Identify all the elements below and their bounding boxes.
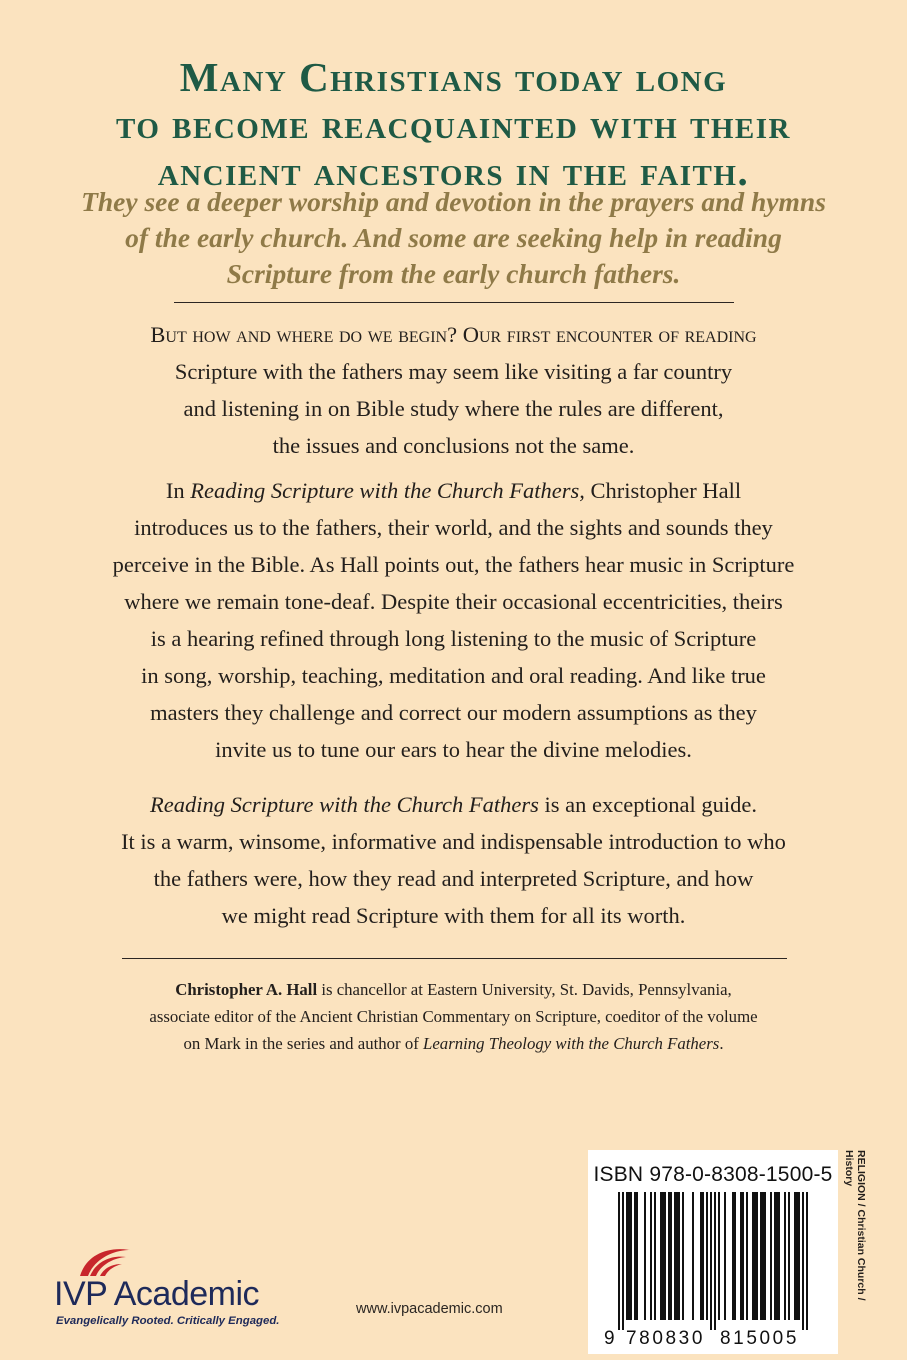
barcode-bar bbox=[674, 1192, 676, 1320]
praise-line: the fathers were, how they read and interpreted Scripture, and how bbox=[153, 866, 754, 891]
barcode-bar bbox=[628, 1192, 630, 1320]
intro-paragraph bbox=[60, 316, 847, 464]
barcode-bar bbox=[714, 1192, 716, 1330]
bio-text: on Mark in the series and author of bbox=[183, 1034, 424, 1053]
bio-line: associate editor of the Ancient Christian Commentary on Scripture, coeditor of the volume bbox=[149, 1007, 758, 1026]
barcode-digits-right: 815005 bbox=[720, 1328, 800, 1349]
publisher-website: www.ivpacademic.com bbox=[356, 1301, 503, 1317]
barcode-bar bbox=[724, 1192, 726, 1320]
barcode-bar bbox=[734, 1192, 736, 1320]
tagline bbox=[60, 184, 847, 292]
barcode-bar bbox=[710, 1192, 712, 1330]
barcode-digits-left: 780830 bbox=[626, 1328, 706, 1349]
description-suffix: Christopher Hall bbox=[584, 478, 742, 503]
description-line bbox=[60, 472, 847, 509]
barcode-bar bbox=[634, 1192, 636, 1320]
barcode-bar bbox=[678, 1192, 680, 1320]
praise-suffix: is an exceptional guide. bbox=[538, 792, 757, 817]
barcode-bar bbox=[630, 1192, 632, 1320]
bio-text: is chancellor at Eastern University, St. Davids, Pennsylvania, bbox=[317, 980, 732, 999]
barcode-bar bbox=[760, 1192, 762, 1320]
barcode-bar bbox=[778, 1192, 780, 1320]
barcode-bar bbox=[806, 1192, 808, 1330]
barcode-bar bbox=[636, 1192, 638, 1320]
publisher-name: IVP Academic bbox=[54, 1275, 260, 1313]
publisher-slogan: Evangelically Rooted. Critically Engaged. bbox=[56, 1315, 280, 1327]
description-line: perceive in the Bible. As Hall points out, the fathers hear music in Scripture bbox=[112, 552, 795, 577]
barcode-bar bbox=[802, 1192, 804, 1330]
barcode-bar bbox=[654, 1192, 656, 1320]
praise-paragraph bbox=[60, 786, 847, 934]
barcode-bar bbox=[662, 1192, 664, 1320]
tagline-line: They see a deeper worship and devotion in the prayers and hymns bbox=[81, 186, 826, 217]
barcode-bar bbox=[752, 1192, 754, 1320]
author-bio bbox=[70, 976, 837, 1057]
barcode-bar bbox=[668, 1192, 670, 1320]
description-line: is a hearing refined through long listening to the music of Scripture bbox=[150, 626, 757, 651]
barcode-bar bbox=[770, 1192, 772, 1320]
intro-line: and listening in on Bible study where the rules are different, bbox=[183, 396, 724, 421]
bio-line bbox=[70, 1030, 837, 1057]
bio-text: . bbox=[719, 1034, 724, 1053]
barcode-bar bbox=[626, 1192, 628, 1320]
description-prefix: In bbox=[165, 478, 191, 503]
barcode bbox=[588, 1150, 838, 1354]
barcode-bar bbox=[784, 1192, 786, 1320]
barcode-bar bbox=[676, 1192, 678, 1320]
barcode-bar bbox=[682, 1192, 684, 1320]
description-line: where we remain tone-deaf. Despite their occasional eccentricities, theirs bbox=[124, 589, 783, 614]
barcode-bar bbox=[622, 1192, 624, 1330]
barcode-bar bbox=[702, 1192, 704, 1320]
barcode-bar bbox=[754, 1192, 756, 1320]
barcode-bar bbox=[764, 1192, 766, 1320]
book-title: Reading Scripture with the Church Fathers, bbox=[190, 478, 585, 503]
headline-line: to become reacquainted with their bbox=[116, 101, 791, 147]
barcode-bar bbox=[644, 1192, 646, 1320]
barcode-bar bbox=[660, 1192, 662, 1320]
category-label bbox=[843, 1150, 891, 1360]
description-line: introduces us to the fathers, their world, and the sights and sounds they bbox=[134, 515, 773, 540]
barcode-bar bbox=[718, 1192, 720, 1320]
publisher-logo bbox=[54, 1242, 294, 1328]
barcode-bar bbox=[788, 1192, 790, 1320]
praise-line: It is a warm, winsome, informative and indispensable introduction to who bbox=[121, 829, 786, 854]
barcode-bar bbox=[776, 1192, 778, 1320]
bio-line bbox=[70, 976, 837, 1003]
tagline-line: of the early church. And some are seeking help in reading bbox=[125, 222, 782, 253]
praise-line bbox=[60, 786, 847, 823]
description-line: invite us to tune our ears to hear the divine melodies. bbox=[215, 737, 692, 762]
headline-line: ancient ancestors in the faith. bbox=[157, 148, 750, 194]
barcode-bar bbox=[756, 1192, 758, 1320]
barcode-bar bbox=[740, 1192, 742, 1320]
barcode-bar bbox=[742, 1192, 744, 1320]
barcode-bar bbox=[618, 1192, 620, 1330]
description-line: masters they challenge and correct our modern assumptions as they bbox=[150, 700, 757, 725]
author-name: Christopher A. Hall bbox=[175, 980, 318, 999]
headline-line: Many Christians today long bbox=[179, 54, 728, 100]
barcode-bars bbox=[602, 1192, 824, 1350]
barcode-bar bbox=[774, 1192, 776, 1320]
barcode-bar bbox=[796, 1192, 798, 1320]
headline bbox=[40, 54, 867, 195]
barcode-bar bbox=[650, 1192, 652, 1320]
praise-line: we might read Scripture with them for all its worth. bbox=[221, 903, 686, 928]
barcode-digit-first: 9 bbox=[604, 1328, 618, 1349]
category-line: History bbox=[843, 1150, 855, 1187]
barcode-bar bbox=[746, 1192, 748, 1320]
isbn-label: ISBN 978-0-8308-1500-5 bbox=[593, 1163, 833, 1186]
description-line: in song, worship, teaching, meditation and oral reading. And like true bbox=[141, 663, 766, 688]
tagline-line: Scripture from the early church fathers. bbox=[226, 258, 681, 289]
barcode-bar bbox=[706, 1192, 708, 1320]
other-book-title: Learning Theology with the Church Fathers bbox=[423, 1034, 720, 1053]
description-paragraph bbox=[60, 472, 847, 768]
barcode-bar bbox=[664, 1192, 666, 1320]
intro-lead: But how and where do we begin? Our first encounter of reading bbox=[150, 322, 757, 347]
swoosh-icon bbox=[76, 1242, 136, 1278]
top-divider bbox=[174, 302, 734, 303]
barcode-bar bbox=[670, 1192, 672, 1320]
barcode-bar bbox=[700, 1192, 702, 1320]
bottom-divider bbox=[122, 958, 787, 959]
barcode-bar bbox=[762, 1192, 764, 1320]
intro-line: Scripture with the fathers may seem like visiting a far country bbox=[174, 359, 733, 384]
barcode-bar bbox=[692, 1192, 694, 1320]
barcode-bar bbox=[794, 1192, 796, 1320]
book-title: Reading Scripture with the Church Fathers bbox=[150, 792, 539, 817]
barcode-bar bbox=[732, 1192, 734, 1320]
intro-line: the issues and conclusions not the same. bbox=[272, 433, 635, 458]
category-line: RELIGION / Christian Church / bbox=[855, 1150, 867, 1301]
barcode-bar bbox=[798, 1192, 800, 1320]
